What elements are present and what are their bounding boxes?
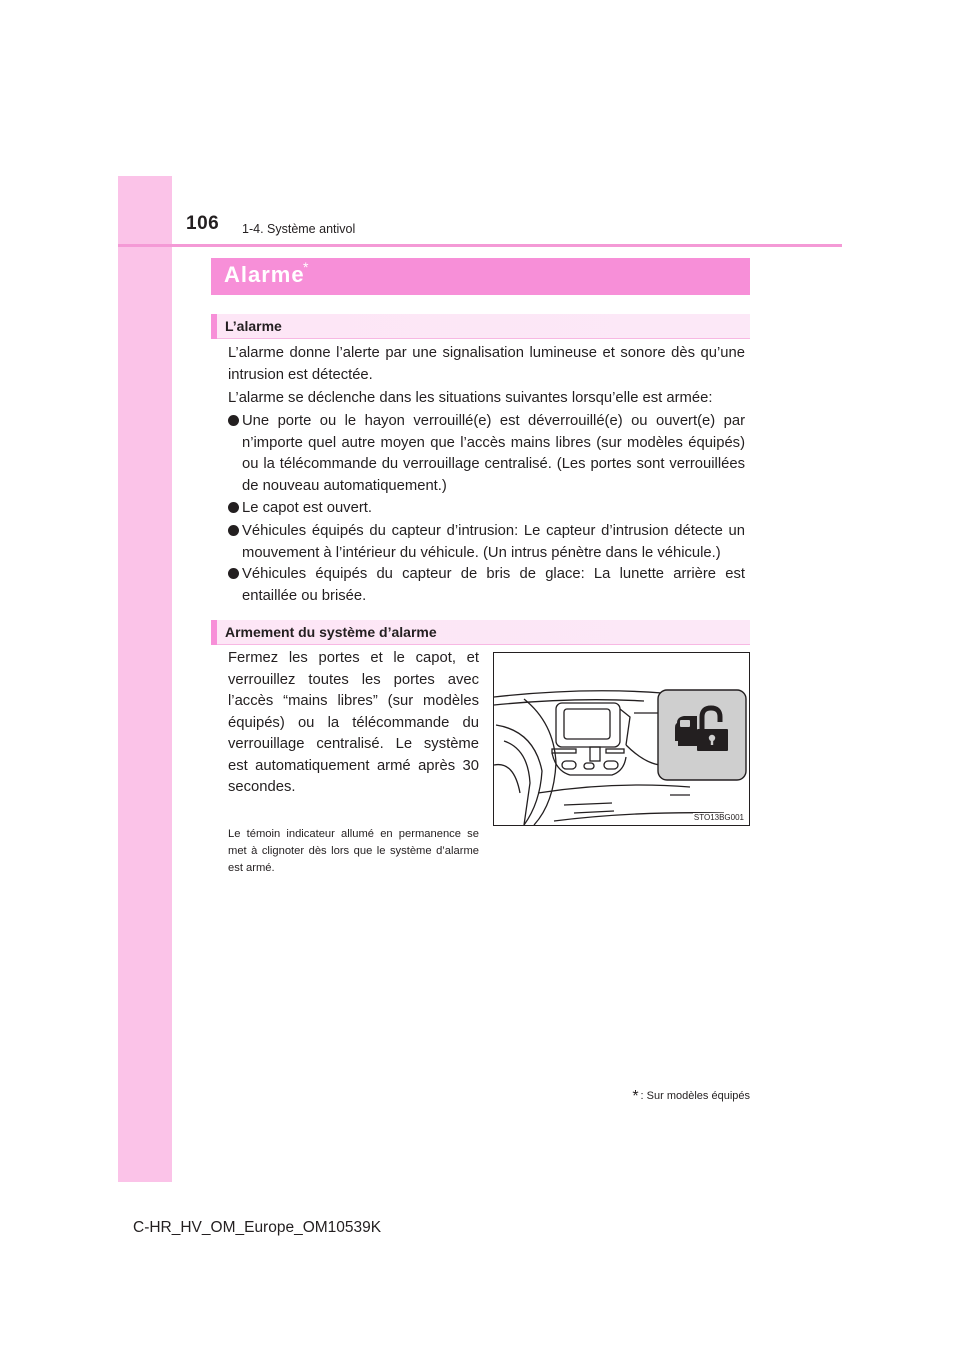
list-item — [228, 498, 745, 520]
intro-paragraph-1: L’alarme donne l’alerte par une signalisation lumineuse et sonore dès qu’une intrusion est détectée. — [228, 345, 745, 383]
document-code: C-HR_HV_OM_Europe_OM10539K — [133, 1219, 382, 1236]
subheading-alarm-text: L’alarme — [225, 318, 282, 334]
bullet-icon — [228, 502, 239, 513]
page-number: 106 — [186, 213, 220, 234]
list-item — [228, 521, 745, 564]
bullet-icon — [228, 568, 239, 579]
list-item — [228, 411, 745, 497]
side-tab — [118, 176, 172, 1182]
list-item-text: Véhicules équipés du capteur d’intrusion: Le capteur d’intrusion détecte un mouvement à l’intérieur du véhicule. (Un intrus pénètre dans le véhicule.) — [242, 523, 745, 561]
list-item-text: Le capot est ouvert. — [242, 500, 372, 516]
security-indicator-lock-icon — [658, 690, 746, 780]
intro-paragraph-2: L’alarme se déclenche dans les situations suivantes lorsqu’elle est armée: — [228, 390, 713, 406]
header-rule — [118, 244, 842, 247]
bullet-icon — [228, 415, 239, 426]
title-bar — [211, 258, 750, 295]
subheading-arming — [211, 620, 750, 645]
bullet-icon — [228, 525, 239, 536]
title-footnote-mark: * — [303, 259, 309, 275]
section-title: 1-4. Système antivol — [242, 222, 356, 236]
footnote — [600, 1088, 750, 1106]
list-item-text: Une porte ou le hayon verrouillé(e) est déverrouillé(e) ou ouvert(e) par n’importe quel autre moyen que l’accès mains libres (sur modèles équipés) ou la télécommande du verrouillage centralisé. (Les portes sont verrouillées de nouveau automatiquement.) — [242, 413, 745, 494]
list-item — [228, 564, 745, 607]
dashboard-illustration-icon — [494, 653, 749, 825]
subheading-alarm — [211, 314, 750, 339]
dashboard-figure — [493, 652, 750, 826]
footnote-text: : Sur modèles équipés — [640, 1090, 750, 1102]
arming-note: Le témoin indicateur allumé en permanence se met à clignoter dès lors que le système d’alarme est armé. — [228, 828, 479, 874]
arming-paragraph: Fermez les portes et le capot, et verrouillez toutes les portes avec l’accès “mains libres” (sur modèles équipés) ou la télécommande du verrouillage centralisé. Le système est automatiquement armé après 30 secondes. — [228, 650, 479, 795]
list-item-text: Véhicules équipés du capteur de bris de glace: La lunette arrière est entaillée ou brisée. — [242, 566, 745, 604]
footnote-mark: * — [632, 1088, 639, 1105]
subheading-arming-text: Armement du système d’alarme — [225, 624, 437, 640]
page-title: Alarme — [224, 262, 305, 287]
figure-code: STO13BG001 — [693, 813, 744, 822]
